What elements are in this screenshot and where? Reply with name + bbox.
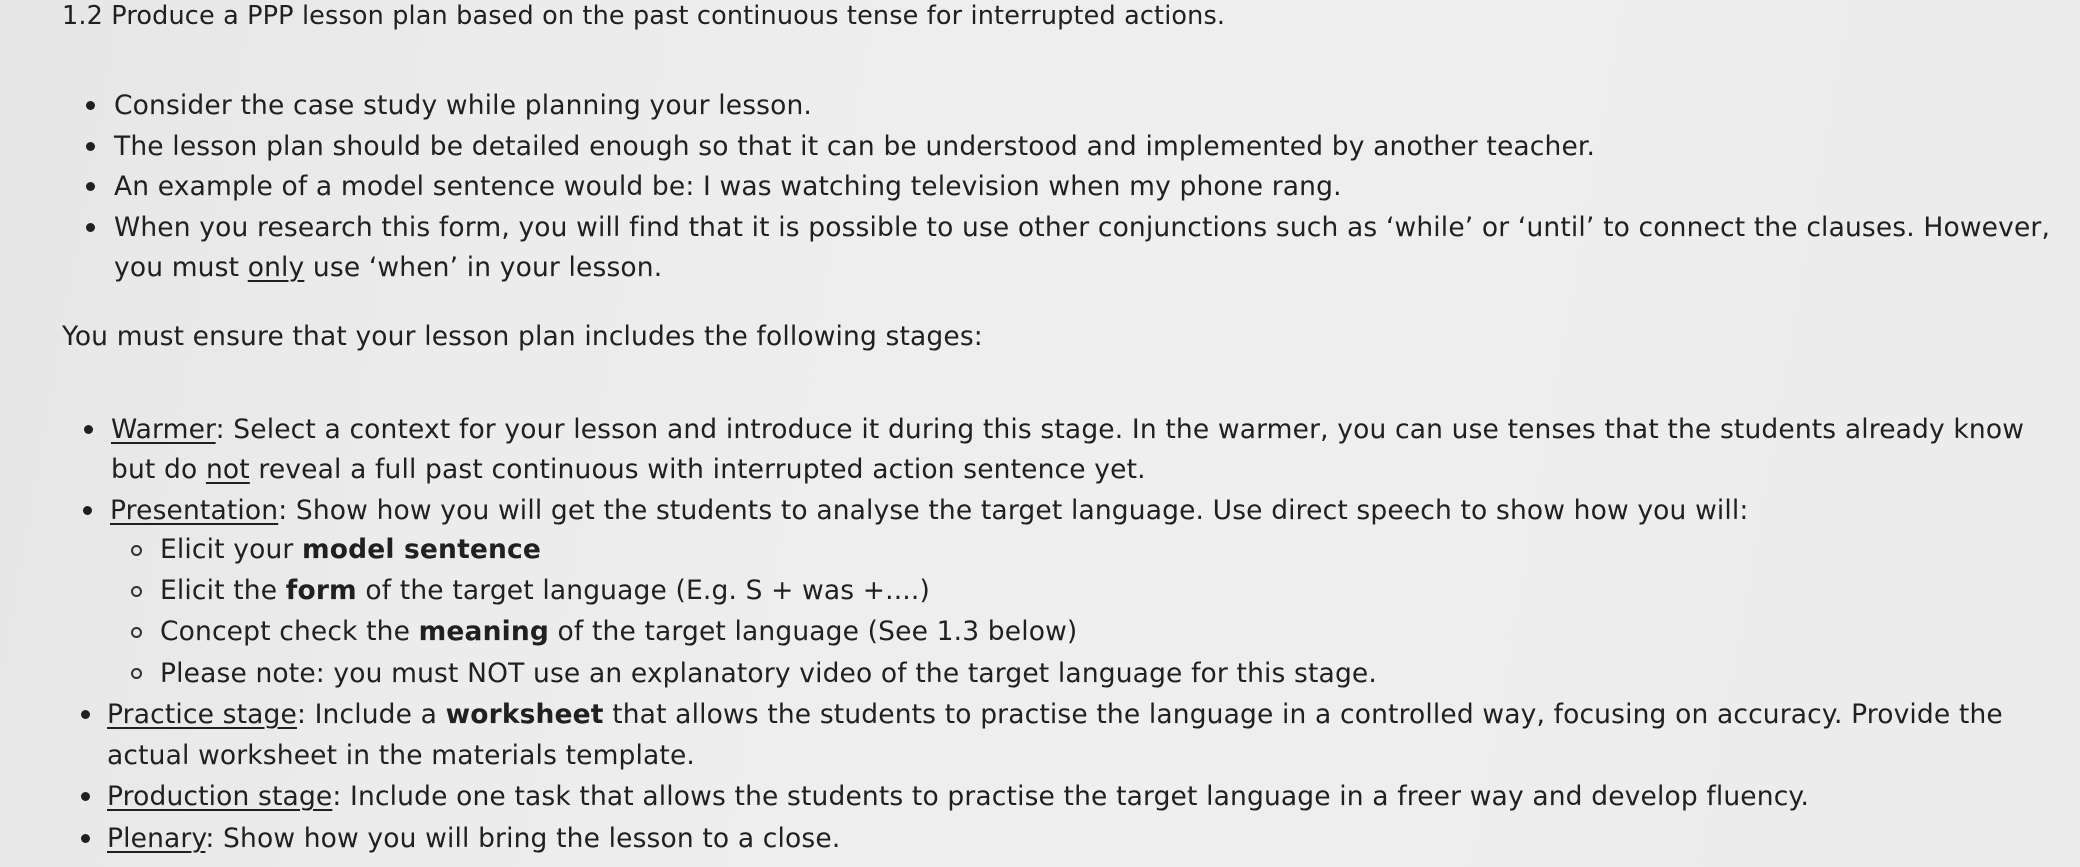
sub-bullet-circle: [131, 586, 142, 597]
stages-intro: You must ensure that your lesson plan includes the following stages:: [62, 321, 983, 352]
list-item: When you research this form, you will find that it is possible to use other conjunctions such as ‘while’ or ‘until’ to connect the clauses. However,: [114, 212, 2051, 243]
bullet-dot: [81, 834, 90, 843]
stage-production: Production stage: Include one task that allows the students to practise the target language in a freer way and develop fluency.: [107, 781, 1810, 812]
bullet-dot: [86, 182, 95, 191]
bullet-dot: [81, 710, 90, 719]
list-item: The lesson plan should be detailed enough so that it can be understood and implemented by another teacher.: [114, 131, 1596, 162]
sub-bullet-circle: [131, 627, 142, 638]
bullet-dot: [86, 101, 95, 110]
stage-presentation: Presentation: Show how you will get the students to analyse the target language. Use direct speech to show how you will:: [110, 495, 1749, 526]
task-heading: 1.2 Produce a PPP lesson plan based on the past continuous tense for interrupted actions.: [62, 1, 1226, 31]
list-item: Consider the case study while planning your lesson.: [114, 90, 813, 121]
sub-bullet-circle: [131, 668, 142, 679]
list-item-continuation: you must only use ‘when’ in your lesson.: [114, 252, 663, 283]
stage-plenary: Plenary: Show how you will bring the lesson to a close.: [107, 823, 841, 854]
sub-bullet-circle: [131, 545, 142, 556]
stage-warmer-continuation: but do not reveal a full past continuous with interrupted action sentence yet.: [111, 454, 1146, 485]
sub-list-item: Please note: you must NOT use an explanatory video of the target language for this stage.: [160, 658, 1377, 689]
stage-practice: Practice stage: Include a worksheet that allows the students to practise the language in a controlled way, focusing on accuracy. Provide the: [107, 699, 2003, 730]
bullet-dot: [86, 142, 95, 151]
sub-list-item: Elicit the form of the target language (E.g. S + was +....): [160, 575, 930, 606]
sub-list-item: Concept check the meaning of the target language (See 1.3 below): [160, 616, 1078, 647]
stage-warmer: Warmer: Select a context for your lesson and introduce it during this stage. In the warmer, you can use tenses that the students already know: [111, 414, 2025, 445]
stage-practice-continuation: actual worksheet in the materials template.: [107, 740, 696, 771]
bullet-dot: [83, 506, 92, 515]
list-item: An example of a model sentence would be: I was watching television when my phone rang.: [114, 171, 1342, 202]
bullet-dot: [81, 792, 90, 801]
bullet-dot: [84, 425, 93, 434]
sub-list-item: Elicit your model sentence: [160, 534, 542, 565]
bullet-dot: [86, 223, 95, 232]
